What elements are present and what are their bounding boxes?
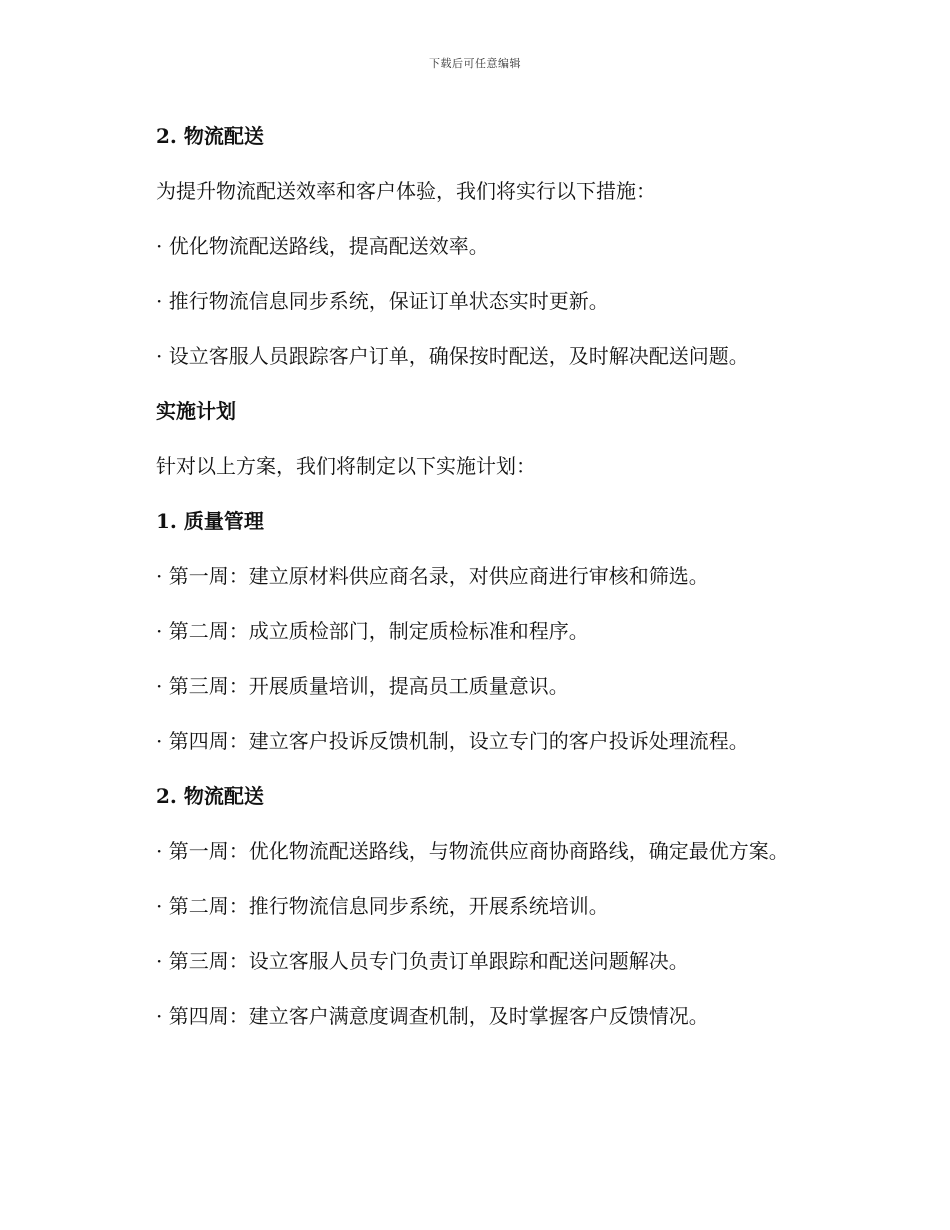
bullet-item: · 第三周：设立客服人员专门负责订单跟踪和配送问题解决。	[156, 949, 689, 973]
bullet-item: · 优化物流配送路线，提高配送效率。	[156, 234, 489, 258]
section-heading-implementation: 实施计划	[156, 399, 236, 423]
document-body	[112, 109, 812, 1044]
bullet-item: · 第二周：成立质检部门，制定质检标准和程序。	[156, 619, 589, 643]
bullet-item: · 第四周：建立客户满意度调查机制，及时掌握客户反馈情况。	[156, 1004, 709, 1028]
section-heading-logistics-plan: 2. 物流配送	[156, 784, 264, 808]
paragraph-logistics-intro: 为提升物流配送效率和客户体验，我们将实行以下措施：	[156, 179, 656, 203]
section-heading-logistics: 2. 物流配送	[156, 124, 264, 148]
bullet-item: · 设立客服人员跟踪客户订单，确保按时配送，及时解决配送问题。	[156, 344, 749, 368]
bullet-item: · 第四周：建立客户投诉反馈机制，设立专门的客户投诉处理流程。	[156, 729, 749, 753]
paragraph-implementation-intro: 针对以上方案，我们将制定以下实施计划：	[156, 454, 536, 478]
bullet-item: · 第一周：建立原材料供应商名录，对供应商进行审核和筛选。	[156, 564, 709, 588]
section-heading-quality: 1. 质量管理	[156, 509, 264, 533]
bullet-item: · 第二周：推行物流信息同步系统，开展系统培训。	[156, 894, 609, 918]
bullet-item: · 推行物流信息同步系统，保证订单状态实时更新。	[156, 289, 609, 313]
bullet-item: · 第一周：优化物流配送路线，与物流供应商协商路线，确定最优方案。	[156, 839, 789, 863]
page-header-note: 下载后可任意编辑	[429, 57, 521, 70]
bullet-item: · 第三周：开展质量培训，提高员工质量意识。	[156, 674, 569, 698]
